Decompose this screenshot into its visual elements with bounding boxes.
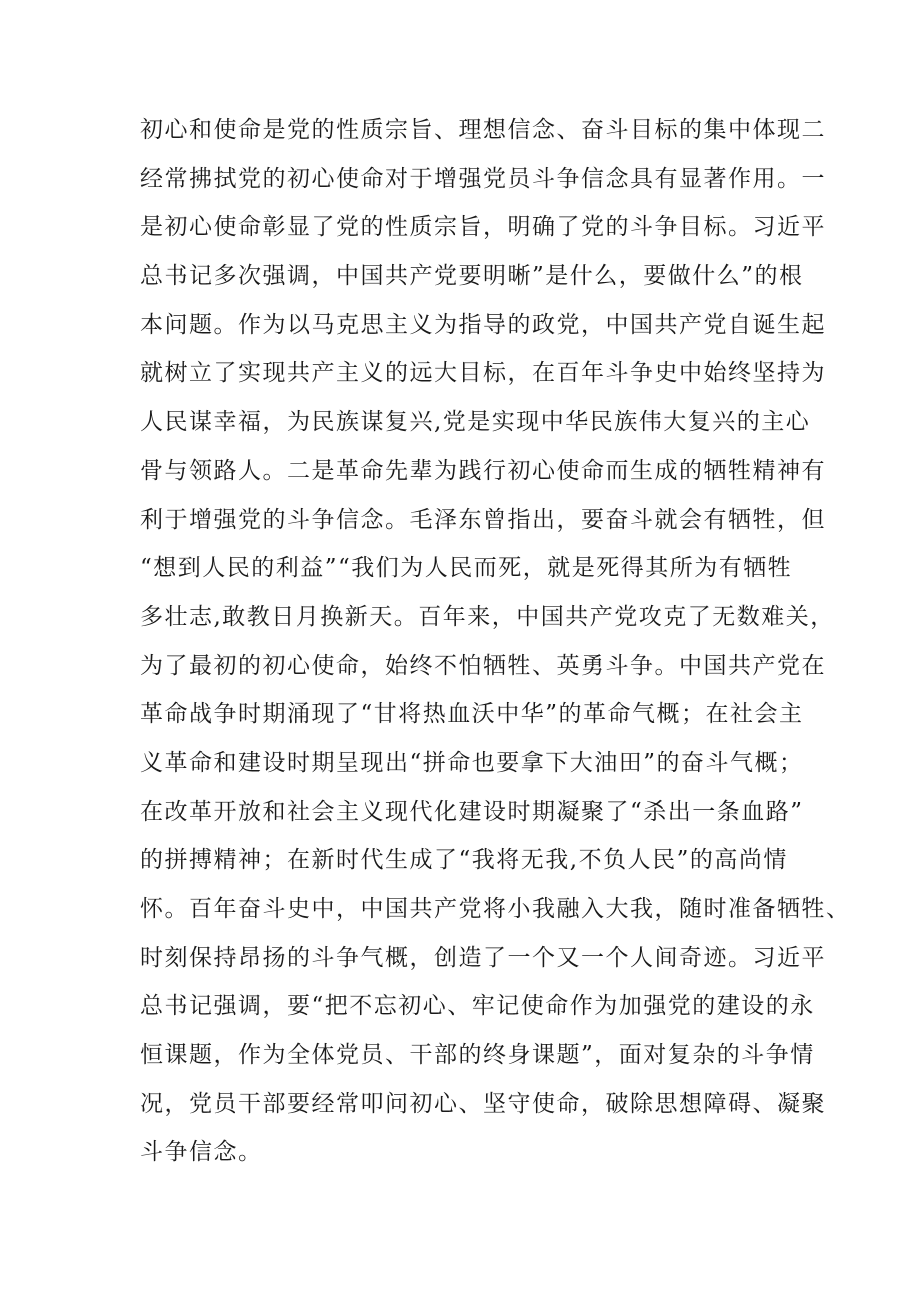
paragraph-line: 骨与领路人。二是革命先辈为践行初心使命而生成的牺牲精神有 [140, 457, 826, 484]
paragraph-line: 人民谋幸福，为民族谋复兴,党是实现中华民族伟大复兴的主心 [140, 409, 811, 436]
paragraph-line: 在改革开放和社会主义现代化建设时期凝聚了“杀出一条血路” [140, 798, 804, 825]
paragraph-line: 就树立了实现共产主义的远大目标，在百年斗争史中始终坚持为 [140, 360, 826, 387]
paragraph-line: 为了最初的初心使命，始终不怕牺牲、英勇斗争。中国共产党在 [140, 652, 826, 679]
paragraph-line: 革命战争时期涌现了“甘将热血沃中华”的革命气概；在社会主 [140, 701, 804, 728]
paragraph-line: 本问题。作为以马克思主义为指导的政党，中国共产党自诞生起 [140, 311, 826, 338]
paragraph-line: 怀。百年奋斗史中，中国共产党将小我融入大我，随时准备牺牲、 [140, 896, 851, 922]
paragraph-line: 经常拂拭党的初心使命对于增强党员斗争信念具有显著作用。一 [140, 165, 826, 192]
paragraph-line: 义革命和建设时期呈现出“拼命也要拿下大油田”的奋斗气概； [140, 749, 804, 776]
paragraph-line: 时刻保持昂扬的斗争气概，创造了一个又一个人间奇迹。习近平 [140, 944, 826, 971]
body-paragraph [140, 106, 851, 1177]
paragraph-line: 斗争信念。 [140, 1139, 263, 1166]
paragraph-line: 恒课题，作为全体党员、干部的终身课题”，面对复杂的斗争情 [140, 1042, 815, 1069]
paragraph-line: 总书记多次强调，中国共产党要明晰”是什么，要做什么”的根 [140, 263, 804, 290]
paragraph-line: 初心和使命是党的性质宗旨、理想信念、奋斗目标的集中体现二 [140, 117, 826, 143]
paragraph-line: 是初心使命彰显了党的性质宗旨，明确了党的斗争目标。习近平 [140, 214, 826, 241]
paragraph-line: 况，党员干部要经常叩问初心、坚守使命，破除思想障碍、凝聚 [140, 1090, 826, 1117]
paragraph-line: 的拼搏精神；在新时代生成了“我将无我,不负人民”的高尚情 [140, 847, 788, 874]
paragraph-line: “想到人民的利益”“我们为人民而死，就是死得其所为有牺牲 [140, 555, 793, 582]
paragraph-line: 利于增强党的斗争信念。毛泽东曾指出，要奋斗就会有牺牲，但 [140, 506, 826, 533]
paragraph-line: 总书记强调，要“把不忘初心、牢记使命作为加强党的建设的永 [140, 993, 815, 1020]
paragraph-line: 多壮志,敢教日月换新天。百年来，中国共产党攻克了无数难关， [140, 603, 835, 630]
